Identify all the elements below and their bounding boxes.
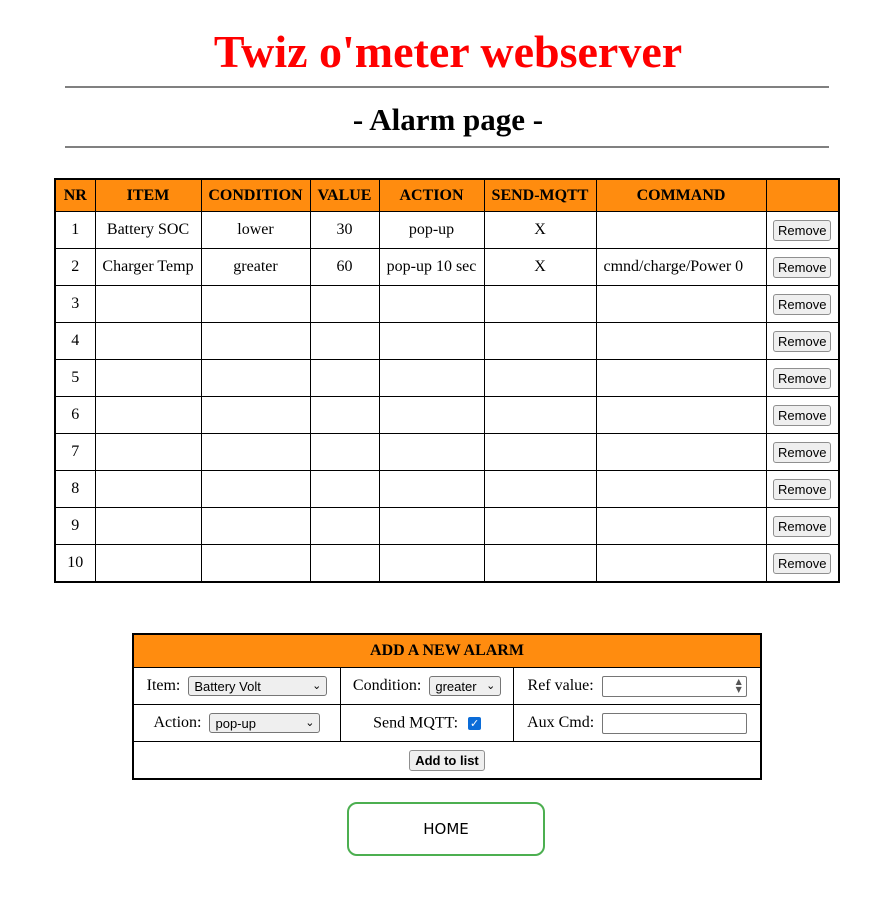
row-item [95,508,201,545]
row-value [310,323,379,360]
row-condition [201,397,310,434]
row-action: pop-up 10 sec [379,249,484,286]
column-header-send-mqtt: SEND-MQTT [484,179,596,212]
checkmark-icon: ✓ [470,716,480,730]
remove-button[interactable]: Remove [773,294,831,315]
row-send-mqtt [484,286,596,323]
row-action: pop-up [379,212,484,249]
condition-select-value: greater [435,679,477,694]
chevron-down-icon: ⌄ [486,680,496,692]
row-item: Charger Temp [95,249,201,286]
column-header-nr: NR [55,179,95,212]
top-divider [65,86,829,88]
remove-button[interactable]: Remove [773,257,831,278]
bottom-divider [65,146,829,148]
row-value: 60 [310,249,379,286]
row-value [310,360,379,397]
row-condition [201,471,310,508]
row-remove-cell [766,471,839,508]
column-header-value: VALUE [310,179,379,212]
row-command [596,286,766,323]
row-nr: 6 [55,397,95,434]
row-condition [201,286,310,323]
row-action [379,286,484,323]
condition-label: Condition: [352,677,422,694]
row-command [596,397,766,434]
ref-value-label: Ref value: [527,677,594,694]
row-value [310,545,379,583]
send-mqtt-checkbox[interactable] [468,717,481,730]
remove-button[interactable]: Remove [773,479,831,500]
page-subtitle: - Alarm page - [352,102,544,137]
row-remove-cell [766,360,839,397]
row-item [95,286,201,323]
home-button[interactable]: HOME [347,802,545,856]
row-condition: lower [201,212,310,249]
row-action [379,508,484,545]
row-condition [201,434,310,471]
condition-select[interactable] [429,676,501,696]
remove-button[interactable]: Remove [773,331,831,352]
row-nr: 1 [55,212,95,249]
row-action [379,434,484,471]
row-send-mqtt [484,397,596,434]
row-send-mqtt [484,323,596,360]
chevron-down-icon: ⌄ [312,680,322,692]
remove-button[interactable]: Remove [773,442,831,463]
remove-button[interactable]: Remove [773,405,831,426]
aux-cmd-cell [514,705,761,742]
row-send-mqtt: X [484,212,596,249]
send-mqtt-label: Send MQTT: [373,714,459,732]
add-alarm-form [132,633,762,780]
row-command [596,360,766,397]
row-condition [201,360,310,397]
item-label: Item: [146,677,181,694]
row-send-mqtt [484,434,596,471]
row-condition: greater [201,249,310,286]
row-item [95,545,201,583]
row-command [596,508,766,545]
row-action [379,323,484,360]
remove-button[interactable]: Remove [773,553,831,574]
table-row [55,360,839,397]
row-item [95,360,201,397]
action-select-value: pop-up [215,716,256,731]
table-row [55,286,839,323]
row-remove-cell [766,323,839,360]
chevron-down-icon: ⌄ [305,717,315,729]
table-row [55,508,839,545]
row-item [95,323,201,360]
remove-button[interactable]: Remove [773,220,831,241]
row-value [310,286,379,323]
row-command [596,323,766,360]
row-action [379,471,484,508]
row-remove-cell [766,286,839,323]
row-action [379,360,484,397]
row-remove-cell [766,508,839,545]
row-send-mqtt [484,508,596,545]
row-send-mqtt [484,471,596,508]
row-value [310,508,379,545]
action-select[interactable] [209,713,320,733]
alarm-table [54,178,840,583]
action-label: Action: [153,714,202,731]
item-cell [133,668,340,705]
row-send-mqtt [484,545,596,583]
table-row [55,212,839,249]
row-item [95,397,201,434]
row-command [596,434,766,471]
row-remove-cell [766,545,839,583]
ref-value-input[interactable] [602,676,747,697]
table-row [55,471,839,508]
table-row [55,397,839,434]
row-send-mqtt: X [484,249,596,286]
row-nr: 2 [55,249,95,286]
row-nr: 4 [55,323,95,360]
row-remove-cell [766,397,839,434]
row-nr: 7 [55,434,95,471]
row-command: cmnd/charge/Power 0 [596,249,766,286]
row-condition [201,508,310,545]
row-item: Battery SOC [95,212,201,249]
row-value [310,434,379,471]
row-condition [201,545,310,583]
aux-cmd-label: Aux Cmd: [527,714,595,731]
item-select[interactable] [188,676,327,696]
table-row [55,323,839,360]
table-row [55,434,839,471]
add-to-list-button[interactable]: Add to list [409,750,485,771]
table-row [55,545,839,583]
row-command [596,212,766,249]
row-value: 30 [310,212,379,249]
row-remove-cell [766,212,839,249]
action-cell [133,705,340,742]
ref-value-cell [514,668,761,705]
row-nr: 3 [55,286,95,323]
send-mqtt-cell [340,705,513,742]
row-nr: 10 [55,545,95,583]
row-command [596,471,766,508]
add-alarm-heading: ADD A NEW ALARM [133,634,761,668]
column-header-item: ITEM [95,179,201,212]
row-value [310,471,379,508]
remove-button[interactable]: Remove [773,368,831,389]
row-condition [201,323,310,360]
row-nr: 9 [55,508,95,545]
alarm-table-header [55,179,839,212]
condition-cell [340,668,513,705]
row-action [379,545,484,583]
row-command [596,545,766,583]
column-header-action: ACTION [379,179,484,212]
page-title: Twiz o'meter webserver [213,26,683,77]
table-row [55,249,839,286]
remove-button[interactable]: Remove [773,516,831,537]
row-remove-cell [766,434,839,471]
row-remove-cell [766,249,839,286]
aux-cmd-input[interactable] [602,713,747,734]
row-item [95,471,201,508]
row-send-mqtt [484,360,596,397]
item-select-value: Battery Volt [194,679,261,694]
spinner-arrows-icon[interactable]: ▲ ▼ [735,676,742,694]
row-nr: 8 [55,471,95,508]
row-value [310,397,379,434]
column-header-condition: CONDITION [201,179,310,212]
column-header-command: COMMAND [596,179,766,212]
row-item [95,434,201,471]
row-nr: 5 [55,360,95,397]
row-action [379,397,484,434]
column-header-remove [766,179,839,212]
add-button-cell [133,742,761,780]
